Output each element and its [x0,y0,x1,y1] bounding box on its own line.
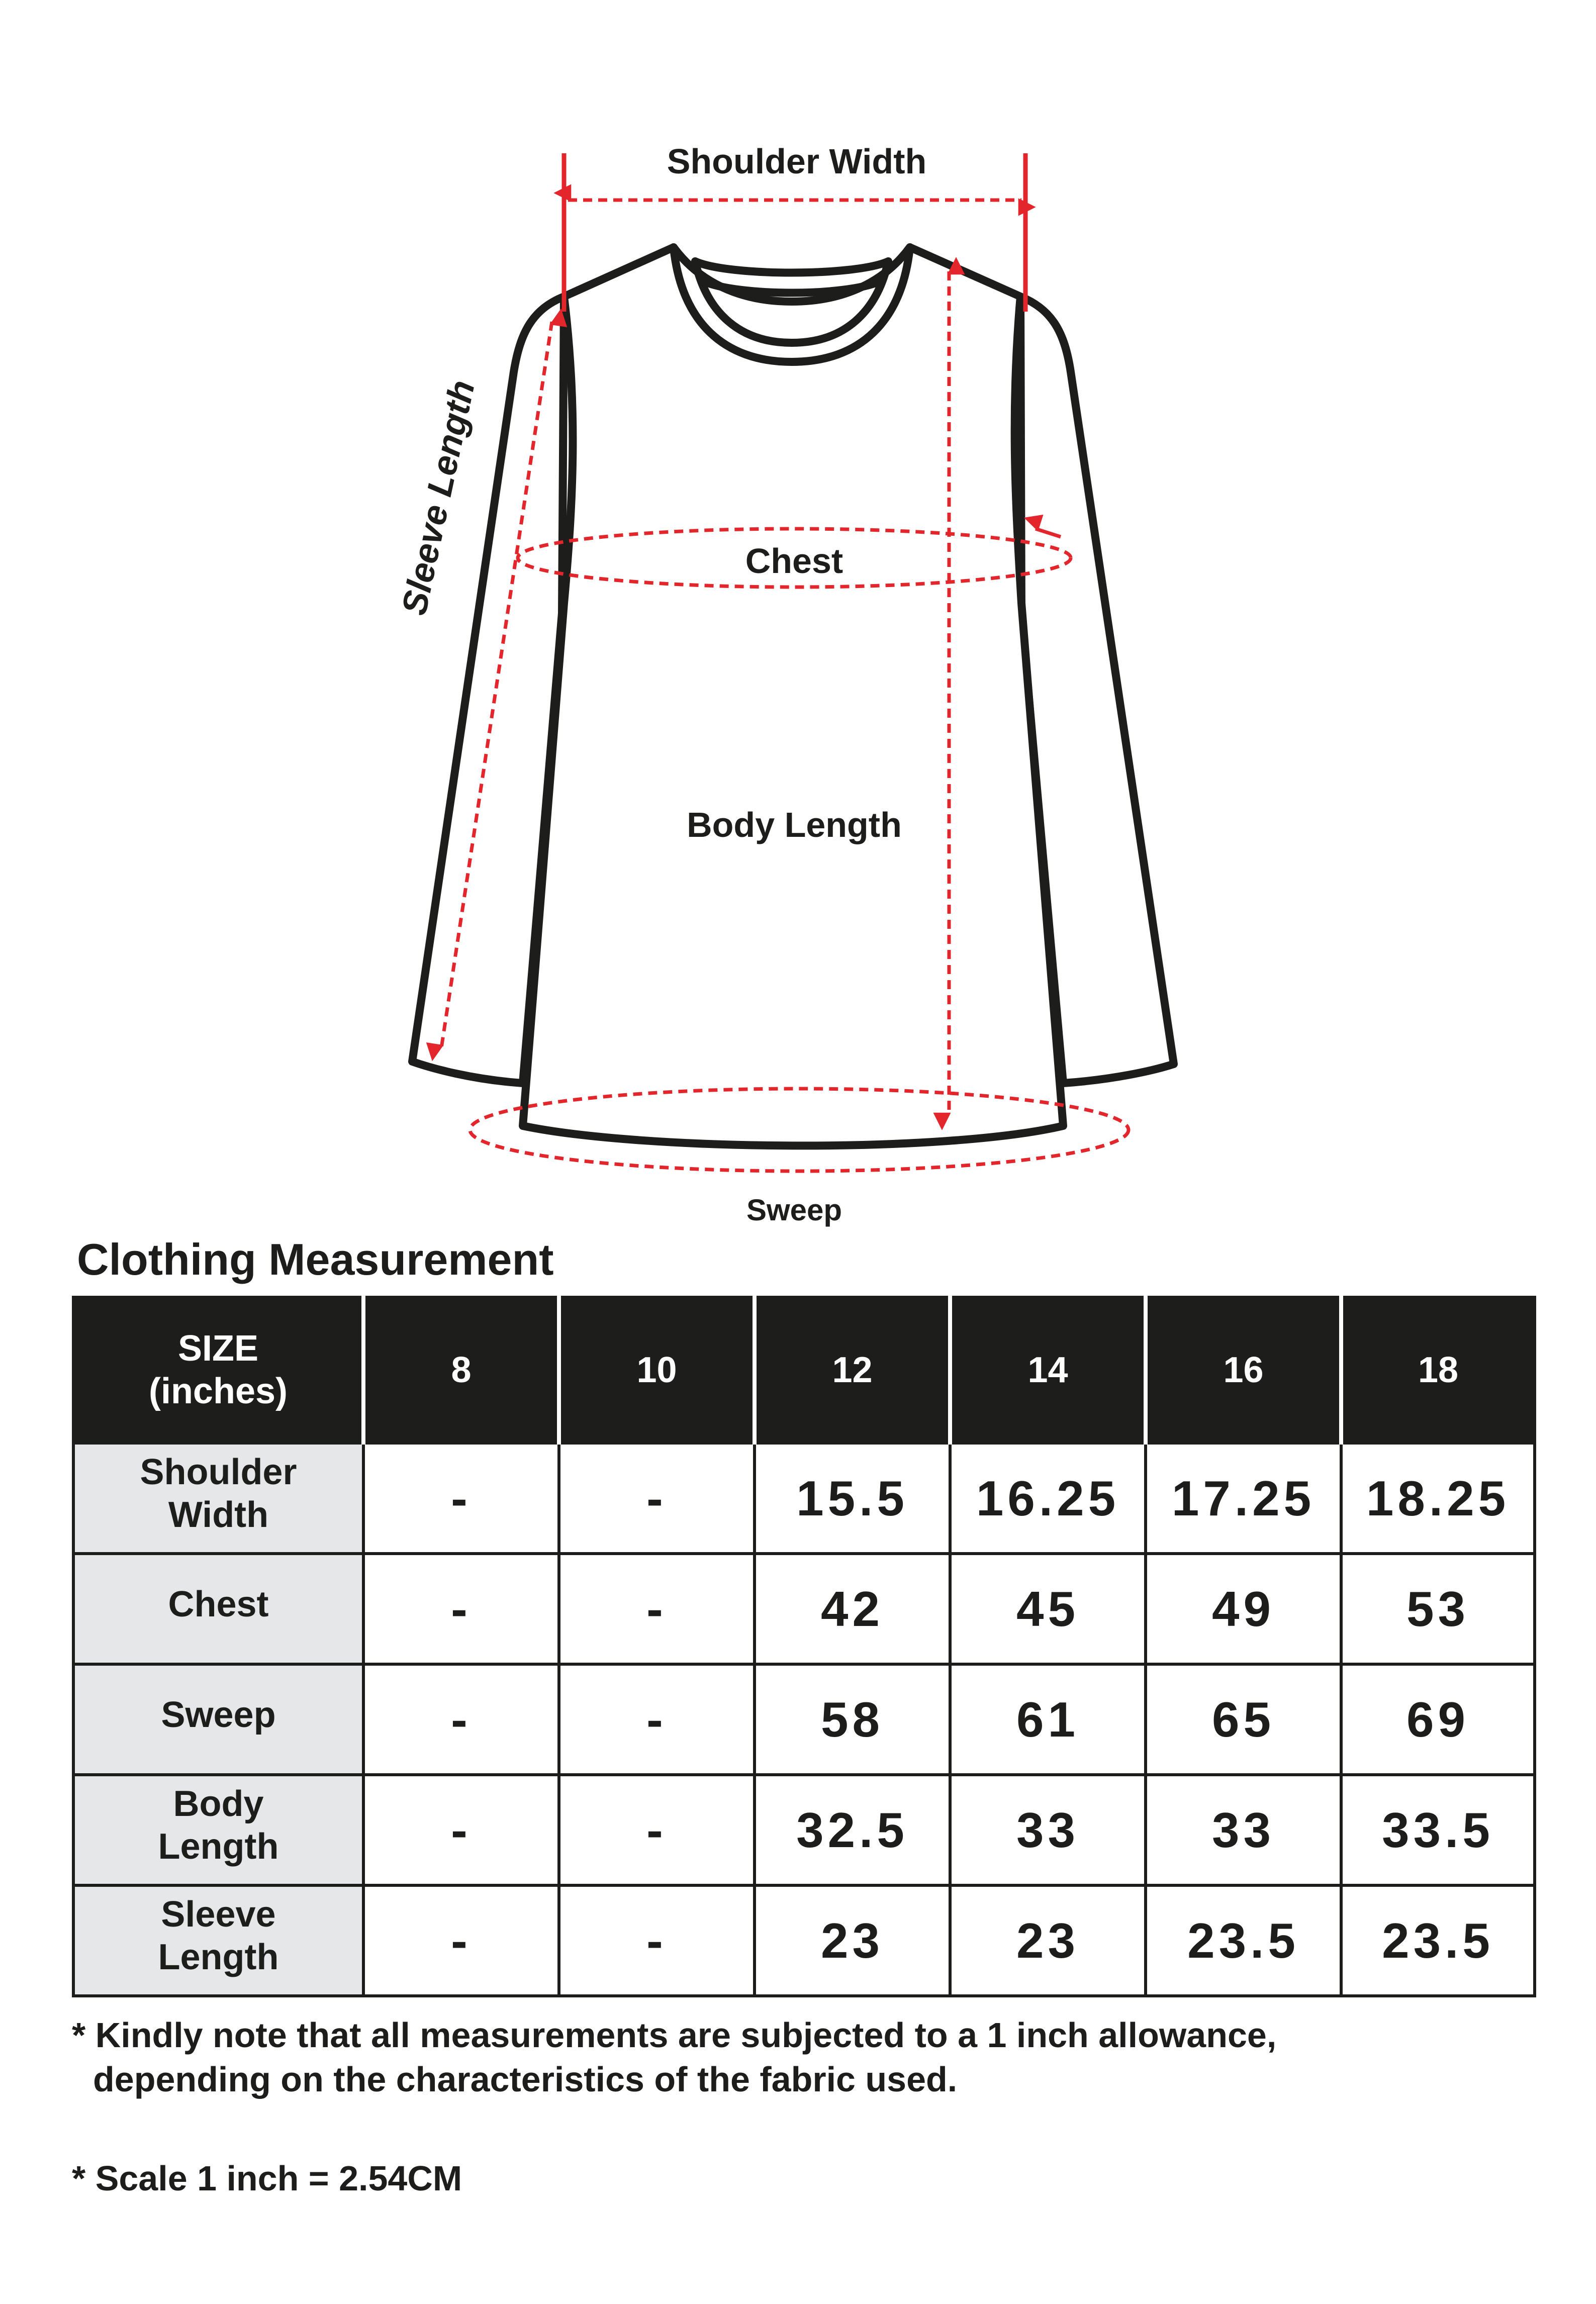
allowance-note-line2: depending on the characteristics of the fabric used. [93,2060,958,2099]
table-cell: - [363,1885,559,1996]
row-label-line1: Chest [168,1584,269,1624]
size-header-cell: 18 [1341,1297,1535,1443]
size-header-cell: 16 [1146,1297,1341,1443]
sweep-label: Sweep [746,1193,842,1227]
table-cell: 18.25 [1341,1443,1535,1554]
size-chart-table [72,1296,1536,1997]
table-cell: - [363,1443,559,1554]
table-header-row [73,1297,1535,1443]
row-label [73,1775,363,1885]
size-header-line2: (inches) [148,1371,288,1411]
size-header-label [73,1297,363,1443]
table-cell: 16.25 [950,1443,1146,1554]
row-label-line1: Shoulder [140,1452,297,1493]
size-header-cell: 14 [950,1297,1146,1443]
table-cell: - [363,1554,559,1664]
table-row [73,1885,1535,1996]
table-cell: 45 [950,1554,1146,1664]
sleeve-length-label: Sleeve Length [394,376,483,619]
shoulder-width-label: Shoulder Width [667,142,927,181]
size-header-cell: 12 [755,1297,950,1443]
row-label [73,1554,363,1664]
table-row [73,1775,1535,1885]
scale-note: * Scale 1 inch = 2.54CM [72,2159,462,2198]
table-cell: 42 [755,1554,950,1664]
row-label [73,1885,363,1996]
table-cell: 32.5 [755,1775,950,1885]
table-cell: - [559,1554,755,1664]
table-row [73,1554,1535,1664]
size-header-line1: SIZE [177,1328,259,1369]
table-cell: 23.5 [1341,1885,1535,1996]
table-cell: 61 [950,1664,1146,1775]
row-label-line2: Width [168,1495,269,1535]
allowance-note-line1: * Kindly note that all measurements are subjected to a 1 inch allowance, [72,2015,1277,2055]
table-cell: 23.5 [1146,1885,1341,1996]
torso [523,247,1063,1145]
table-cell: - [363,1775,559,1885]
table-cell: 33 [950,1775,1146,1885]
table-row [73,1443,1535,1554]
shirt-outline [412,247,1174,1145]
table-cell: 69 [1341,1664,1535,1775]
table-cell: 58 [755,1664,950,1775]
chest-label: Chest [745,541,843,581]
table-cell: 33 [1146,1775,1341,1885]
size-header-cell: 8 [363,1297,559,1443]
section-title: Clothing Measurement [77,1234,554,1284]
table-cell: 23 [755,1885,950,1996]
table-cell: 15.5 [755,1443,950,1554]
table-cell: 53 [1341,1554,1535,1664]
table-cell: - [363,1664,559,1775]
table-cell: 49 [1146,1554,1341,1664]
size-header-cell: 10 [559,1297,755,1443]
table-cell: 23 [950,1885,1146,1996]
row-label-line1: Sweep [161,1694,276,1735]
table-cell: - [559,1775,755,1885]
body-length-label: Body Length [687,805,902,844]
row-label [73,1664,363,1775]
row-label-line2: Length [158,1937,279,1977]
table-row [73,1664,1535,1775]
table-cell: 33.5 [1341,1775,1535,1885]
row-label-line2: Length [158,1827,279,1867]
table-cell: - [559,1443,755,1554]
row-label [73,1443,363,1554]
table-cell: 65 [1146,1664,1341,1775]
allowance-note [72,2013,1276,2101]
table-cell: - [559,1885,755,1996]
row-label-line1: Body [173,1784,264,1825]
table-cell: 17.25 [1146,1443,1341,1554]
table-cell: - [559,1664,755,1775]
row-label-line1: Sleeve [161,1894,276,1935]
